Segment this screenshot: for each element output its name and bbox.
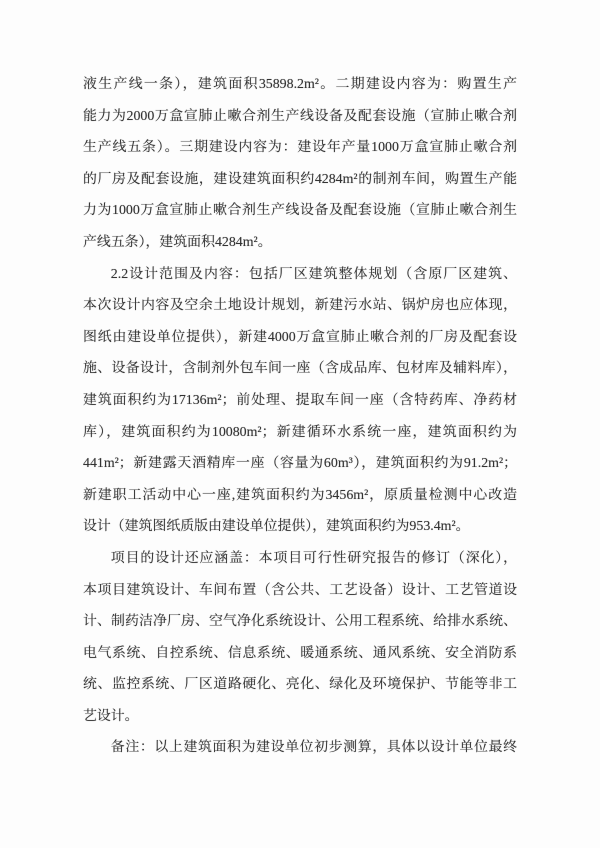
text-line: 441m²；新建露天酒精库一座（容量为60m³），建筑面积约为91.2m²； (83, 456, 517, 472)
text-line: 库），建筑面积约为10080m²；新建循环水系统一座，建筑面积约为 (83, 424, 517, 440)
text-line: 本项目建筑设计、车间布置（含公共、工艺设备）设计、工艺管道设 (83, 582, 517, 598)
text-line: 生产线五条）。三期建设内容为：建设年产量1000万盒宣肺止嗽合剂 (83, 140, 517, 156)
text-line: 施、设备设计，含制剂外包车间一座（含成品库、包材库及辅料库）， (83, 361, 517, 377)
text-line: 建筑面积约为17136m²；前处理、提取车间一座（含特药库、净药材 (83, 392, 517, 408)
text-line: 项目的设计还应涵盖：本项目可行性研究报告的修订（深化）， (110, 550, 517, 566)
text-line: 2.2设计范围及内容：包括厂区建筑整体规划（含原厂区建筑、 (110, 266, 517, 282)
paragraph (83, 732, 517, 764)
text-line: 液生产线一条），建筑面积35898.2m²。二期建设内容为：购置生产 (83, 77, 517, 92)
text-line: 本次设计内容及空余土地设计规划，新建污水站、锅炉房也应体现， (83, 298, 517, 314)
text-line: 产线五条），建筑面积4284m²。 (83, 234, 272, 250)
text-line: 电气系统、自控系统、信息系统、暖通系统、通风系统、安全消防系 (83, 645, 517, 661)
text-line: 能力为2000万盒宣肺止嗽合剂生产线设备及配套设施（宣肺止嗽合剂 (83, 108, 517, 124)
text-line: 设计（建筑图纸质版由建设单位提供），建筑面积约为953.4m²。 (83, 519, 470, 535)
text-line: 艺设计。 (83, 708, 139, 724)
text-line: 力为1000万盒宣肺止嗽合剂生产线设备及配套设施（宣肺止嗽合剂生 (83, 203, 517, 219)
text-line: 图纸由建设单位提供），新建4000万盒宣肺止嗽合剂的厂房及配套设 (83, 329, 517, 345)
text-line: 计、制药洁净厂房、空气净化系统设计、公用工程系统、给排水系统、 (83, 614, 517, 630)
paragraph (83, 543, 517, 733)
paragraph (83, 69, 517, 259)
text-line: 统、监控系统、厂区道路硬化、亮化、绿化及环境保护、节能等非工 (83, 677, 517, 693)
paragraph (83, 259, 517, 543)
document-text (83, 69, 517, 764)
text-line: 新建职工活动中心一座,建筑面积约为3456m²，原质量检测中心改造 (83, 487, 517, 503)
text-line: 备注：以上建筑面积为建设单位初步测算，具体以设计单位最终 (110, 740, 517, 756)
text-line: 的厂房及配套设施，建设建筑面积约4284m²的制剂车间，购置生产能 (83, 171, 517, 187)
